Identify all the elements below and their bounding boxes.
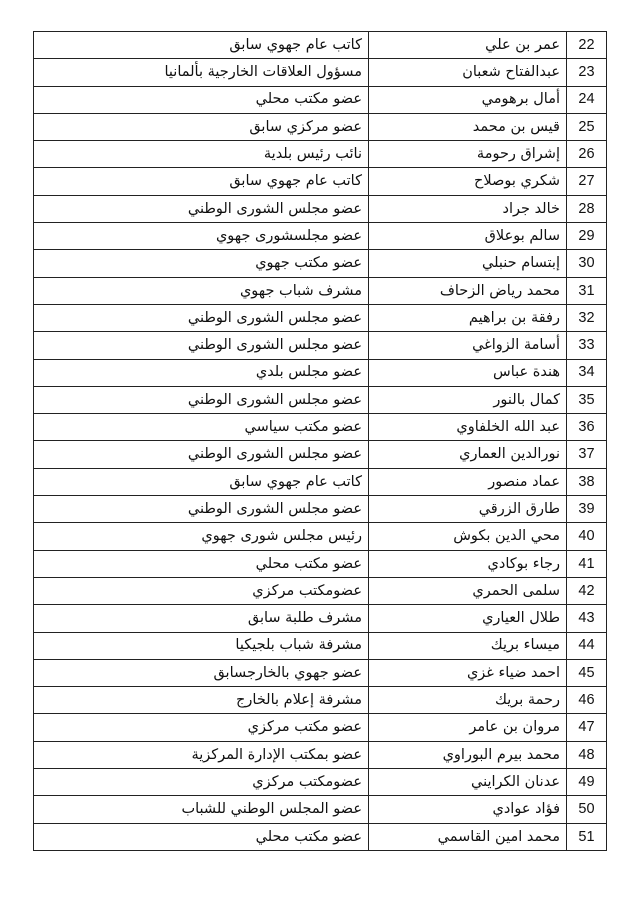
member-role-cell: عضو المجلس الوطني للشباب (34, 796, 369, 823)
member-name-cell: رحمة بريك (369, 687, 567, 714)
member-role-cell: عضو مجلس الشورى الوطني (34, 304, 369, 331)
table-row (34, 632, 607, 659)
table-row (34, 113, 607, 140)
member-role-cell: كاتب عام جهوي سابق (34, 32, 369, 59)
member-name-cell: رجاء بوكادي (369, 550, 567, 577)
table-row (34, 441, 607, 468)
member-role-cell: رئيس مجلس شورى جهوي (34, 523, 369, 550)
member-name-cell: أمال برهومي (369, 86, 567, 113)
member-name-cell: ميساء بريك (369, 632, 567, 659)
member-name-cell: مروان بن عامر (369, 714, 567, 741)
row-number-cell: 26 (567, 141, 607, 168)
member-role-cell: عضو مجلس بلدي (34, 359, 369, 386)
member-name-cell: عبدالفتاح شعبان (369, 59, 567, 86)
member-role-cell: مشرفة إعلام بالخارج (34, 687, 369, 714)
table-row (34, 141, 607, 168)
table-row (34, 496, 607, 523)
row-number-cell: 51 (567, 823, 607, 850)
member-role-cell: عضومكتب مركزي (34, 577, 369, 604)
member-role-cell: عضو مكتب سياسي (34, 414, 369, 441)
table-row (34, 769, 607, 796)
table-row (34, 168, 607, 195)
member-role-cell: عضو مكتب محلي (34, 86, 369, 113)
table-row (34, 687, 607, 714)
row-number-cell: 31 (567, 277, 607, 304)
row-number-cell: 39 (567, 496, 607, 523)
member-name-cell: احمد ضياء غزي (369, 659, 567, 686)
member-role-cell: مشرف طلبة سابق (34, 605, 369, 632)
member-name-cell: طلال العياري (369, 605, 567, 632)
table-row (34, 605, 607, 632)
member-name-cell: خالد جراد (369, 195, 567, 222)
row-number-cell: 41 (567, 550, 607, 577)
table-row (34, 741, 607, 768)
member-role-cell: مشرف شباب جهوي (34, 277, 369, 304)
member-role-cell: عضو مجلس الشورى الوطني (34, 496, 369, 523)
member-role-cell: عضومكتب مركزي (34, 769, 369, 796)
member-name-cell: شكري بوصلاح (369, 168, 567, 195)
member-role-cell: عضو مكتب محلي (34, 823, 369, 850)
member-name-cell: سلمى الحمري (369, 577, 567, 604)
row-number-cell: 27 (567, 168, 607, 195)
member-name-cell: قيس بن محمد (369, 113, 567, 140)
member-role-cell: عضو جهوي بالخارجسابق (34, 659, 369, 686)
row-number-cell: 22 (567, 32, 607, 59)
table-row (34, 823, 607, 850)
row-number-cell: 49 (567, 769, 607, 796)
row-number-cell: 29 (567, 223, 607, 250)
member-name-cell: عمر بن علي (369, 32, 567, 59)
row-number-cell: 45 (567, 659, 607, 686)
row-number-cell: 24 (567, 86, 607, 113)
member-role-cell: عضو مجلس الشورى الوطني (34, 332, 369, 359)
member-role-cell: عضو مجلس الشورى الوطني (34, 195, 369, 222)
member-role-cell: عضو مكتب جهوي (34, 250, 369, 277)
row-number-cell: 47 (567, 714, 607, 741)
row-number-cell: 43 (567, 605, 607, 632)
table-row (34, 468, 607, 495)
member-role-cell: عضو مجلس الشورى الوطني (34, 386, 369, 413)
member-role-cell: كاتب عام جهوي سابق (34, 468, 369, 495)
member-name-cell: محي الدين بكوش (369, 523, 567, 550)
member-role-cell: عضو مركزي سابق (34, 113, 369, 140)
member-name-cell: إشراق رحومة (369, 141, 567, 168)
member-name-cell: طارق الزرقي (369, 496, 567, 523)
member-name-cell: عبد الله الخلفاوي (369, 414, 567, 441)
member-role-cell: كاتب عام جهوي سابق (34, 168, 369, 195)
row-number-cell: 34 (567, 359, 607, 386)
document-page (33, 31, 606, 851)
row-number-cell: 30 (567, 250, 607, 277)
member-name-cell: عماد منصور (369, 468, 567, 495)
member-name-cell: عدنان الكرايني (369, 769, 567, 796)
row-number-cell: 25 (567, 113, 607, 140)
row-number-cell: 35 (567, 386, 607, 413)
member-role-cell: عضو مكتب مركزي (34, 714, 369, 741)
member-role-cell: مسؤول العلاقات الخارجية بألمانيا (34, 59, 369, 86)
table-row (34, 223, 607, 250)
table-row (34, 195, 607, 222)
member-role-cell: عضو مجلسشورى جهوي (34, 223, 369, 250)
members-table-body (34, 32, 607, 851)
row-number-cell: 28 (567, 195, 607, 222)
row-number-cell: 42 (567, 577, 607, 604)
member-name-cell: محمد رياض الزحاف (369, 277, 567, 304)
member-name-cell: نورالدين العماري (369, 441, 567, 468)
member-role-cell: عضو مجلس الشورى الوطني (34, 441, 369, 468)
member-name-cell: محمد بيرم البوراوي (369, 741, 567, 768)
table-row (34, 659, 607, 686)
member-role-cell: مشرفة شباب بلجيكيا (34, 632, 369, 659)
table-row (34, 277, 607, 304)
member-name-cell: كمال بالنور (369, 386, 567, 413)
row-number-cell: 23 (567, 59, 607, 86)
member-name-cell: فؤاد عوادي (369, 796, 567, 823)
row-number-cell: 38 (567, 468, 607, 495)
table-row (34, 332, 607, 359)
member-name-cell: سالم بوعلاق (369, 223, 567, 250)
table-row (34, 304, 607, 331)
table-row (34, 523, 607, 550)
table-row (34, 577, 607, 604)
row-number-cell: 33 (567, 332, 607, 359)
member-role-cell: عضو بمكتب الإدارة المركزية (34, 741, 369, 768)
row-number-cell: 46 (567, 687, 607, 714)
member-name-cell: محمد امين القاسمي (369, 823, 567, 850)
member-name-cell: هندة عباس (369, 359, 567, 386)
table-row (34, 32, 607, 59)
table-row (34, 250, 607, 277)
table-row (34, 796, 607, 823)
row-number-cell: 32 (567, 304, 607, 331)
table-row (34, 359, 607, 386)
table-row (34, 414, 607, 441)
table-row (34, 550, 607, 577)
row-number-cell: 36 (567, 414, 607, 441)
row-number-cell: 40 (567, 523, 607, 550)
member-name-cell: أسامة الزواغي (369, 332, 567, 359)
table-row (34, 59, 607, 86)
row-number-cell: 50 (567, 796, 607, 823)
member-role-cell: عضو مكتب محلي (34, 550, 369, 577)
table-row (34, 86, 607, 113)
table-row (34, 386, 607, 413)
members-table (33, 31, 607, 851)
member-name-cell: رفقة بن براهيم (369, 304, 567, 331)
row-number-cell: 44 (567, 632, 607, 659)
row-number-cell: 37 (567, 441, 607, 468)
row-number-cell: 48 (567, 741, 607, 768)
table-row (34, 714, 607, 741)
member-role-cell: نائب رئيس بلدية (34, 141, 369, 168)
member-name-cell: إبتسام حنبلي (369, 250, 567, 277)
